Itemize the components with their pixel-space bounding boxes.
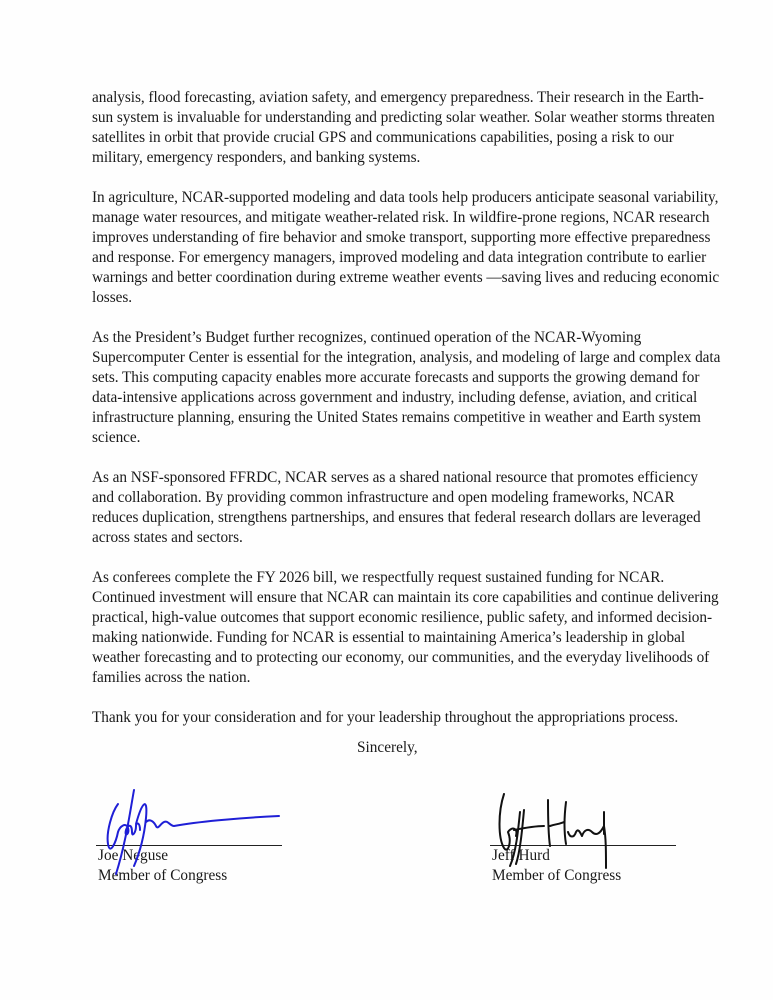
signatory-name: Jeff Hurd [492,847,550,864]
paragraph-funding-request: As conferees complete the FY 2026 bill, we respectfully request sustained funding for NCAR. Continued investment will ensure that NCAR can maintain its core capabilities and continue delivering practical, high-value outcomes that support economic resilience, public safety, and informed decision-making nationwide. Funding for NCAR is essential to maintaining America’s leadership in global weather forecasting and to protecting our economy, our communities, and the everyday livelihoods of families across the nation. [92,569,719,686]
paragraph-agriculture-wildfire: In agriculture, NCAR-supported modeling and data tools help producers anticipate seasonal variability, manage water resources, and mitigate weather-related risk. In wildfire-prone regions, NCAR research improves understanding of fire behavior and smoke transport, supporting more effective preparedness and response. For emergency managers, improved modeling and data integration contribute to earlier warnings and better coordination during extreme weather events —saving lives and reducing economic losses. [92,189,720,306]
signature-block-neguse [96,782,296,892]
paragraph-supercomputer: As the President’s Budget further recognizes, continued operation of the NCAR-Wyoming Supercomputer Center is essential for the integration, analysis, and modeling of large and complex data sets. This computing capacity enables more accurate forecasts and supports the growing demand for data-intensive applications across government and industry, including defense, aviation, and critical infrastructure planning, ensuring the United States remains competitive in weather and Earth system science. [92,329,721,446]
signatory-title: Member of Congress [492,867,622,884]
signatory-name: Joe Neguse [98,847,169,864]
signature-block-hurd [490,782,690,892]
paragraph-ffrdc: As an NSF-sponsored FFRDC, NCAR serves as a shared national resource that promotes efficiency and collaboration. By providing common infrastructure and open modeling frameworks, NCAR reduces duplication, strengthens partnerships, and ensures that federal research dollars are leveraged across states and sectors. [92,469,701,546]
paragraph-thank-you: Thank you for your consideration and for your leadership throughout the appropriations process. [92,709,679,726]
letter-body [92,88,722,748]
paragraph-intro-continued: analysis, flood forecasting, aviation safety, and emergency preparedness. Their research in the Earth-sun system is invaluable for understanding and predicting solar weather. Solar weather storms threaten satellites in orbit that provide crucial GPS and communications capabilities, posing a risk to our military, emergency responders, and banking systems. [92,89,715,166]
signatory-title: Member of Congress [98,867,228,884]
closing-salutation: Sincerely, [357,739,418,756]
